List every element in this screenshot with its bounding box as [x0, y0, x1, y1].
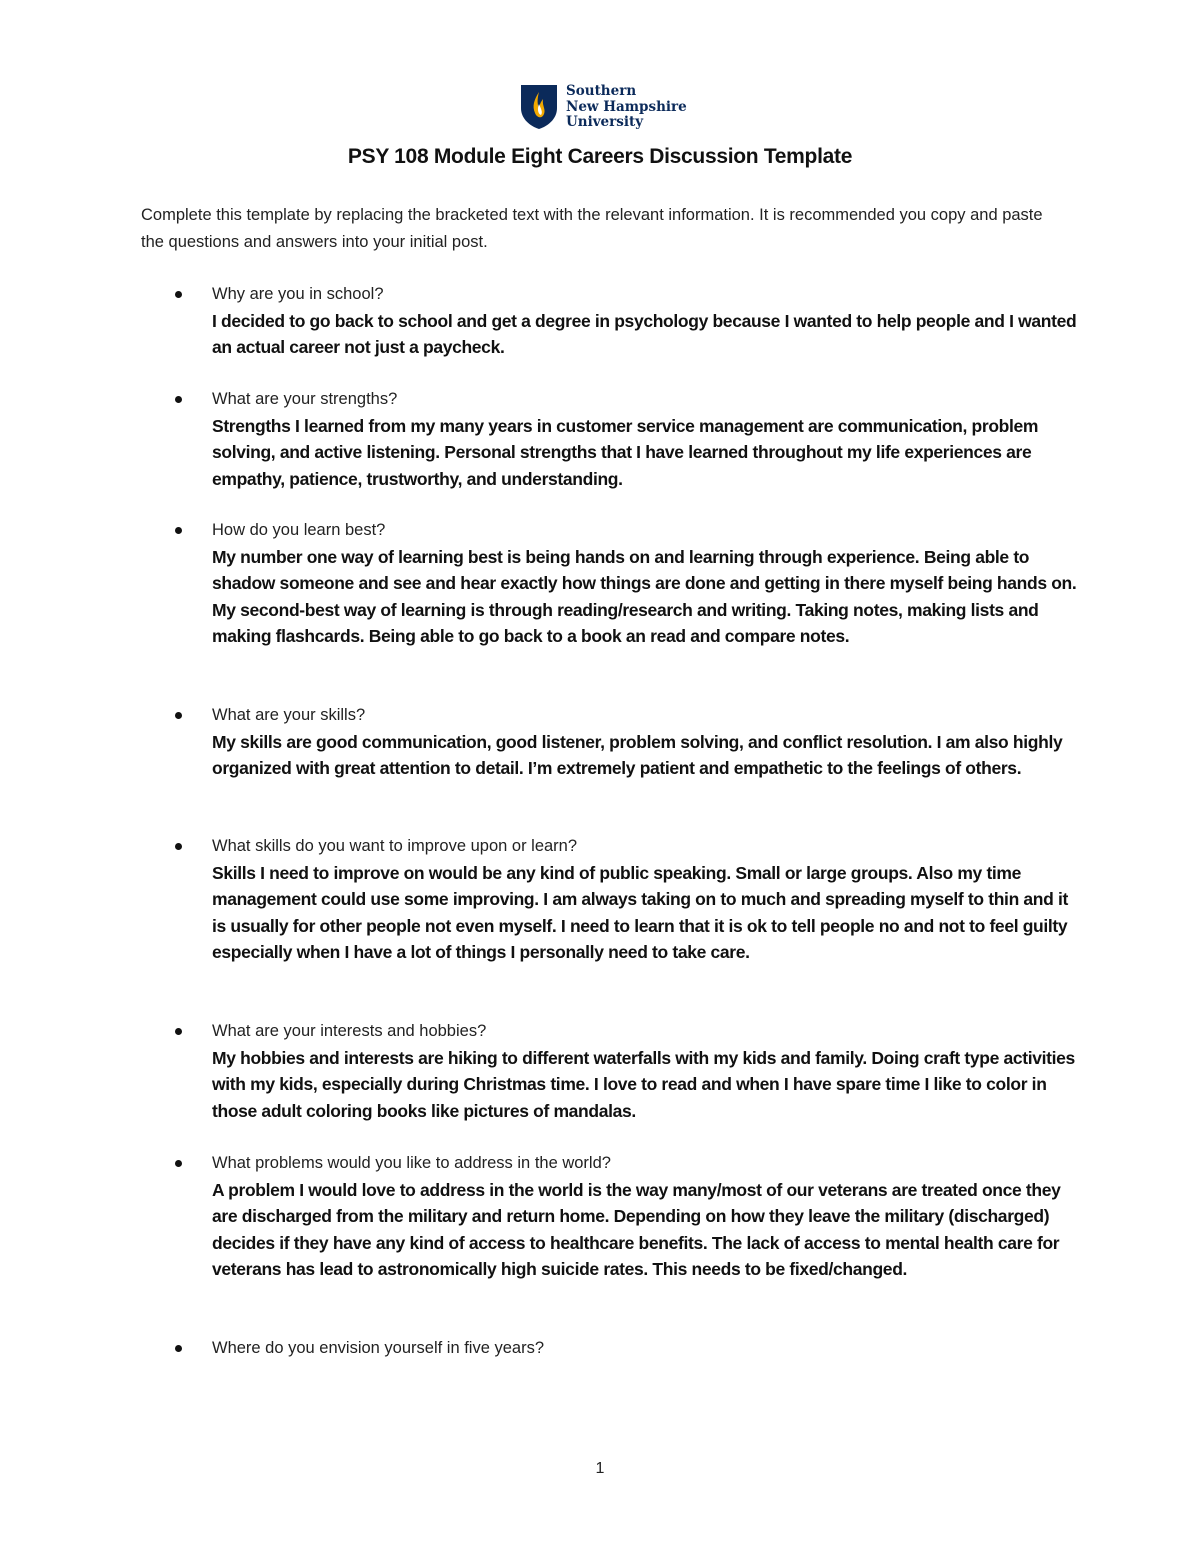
bullet-icon [175, 1345, 182, 1352]
qa-item-five-years [141, 1335, 1081, 1362]
answer-text: A problem I would love to address in the world is the way many/most of our veterans are treated once they are discharged from the military and return home. Depending on how they leave the military (discharged) decides if they have any kind of access to healthcare benefits. The lack of access to mental health care for veterans has lead to astronomically high suicide rates. This needs to be fixed/changed. [212, 1179, 1061, 1279]
bullet-icon [175, 1028, 182, 1035]
question-text: What are your interests and hobbies? [212, 1022, 487, 1040]
logo-line-3: University [566, 114, 644, 130]
bullet-icon [175, 527, 182, 534]
question-text: Why are you in school? [212, 285, 384, 303]
qa-item-problems [141, 1150, 1081, 1283]
university-logo [520, 84, 720, 132]
bullet-icon [175, 396, 182, 403]
page-number: 1 [595, 1460, 605, 1477]
qa-item-strengths [141, 386, 1081, 492]
shield-flame-icon [520, 84, 558, 130]
answer-text: My skills are good communication, good listener, problem solving, and conflict resolution. I am also highly organized with great attention to detail. I’m extremely patient and empathetic to the feelings of others. [212, 731, 1063, 778]
answer-text: My number one way of learning best is being hands on and learning through experience. Being able to shadow someone and see and hear exactly how things are done and getting in there myself being hands on. My second-best way of learning is through reading/research and writing. Taking notes, making lists and making flashcards. Being able to go back to a book an read and compare notes. [212, 546, 1077, 646]
logo-wordmark [566, 84, 687, 131]
qa-item-improve [141, 833, 1081, 966]
answer-text: I decided to go back to school and get a degree in psychology because I wanted to help people and I wanted an actual career not just a paycheck. [212, 310, 1077, 357]
qa-item-hobbies [141, 1018, 1081, 1124]
bullet-icon [175, 712, 182, 719]
qa-item-school [141, 281, 1081, 361]
question-text: What are your strengths? [212, 390, 398, 408]
bullet-icon [175, 843, 182, 850]
question-text: Where do you envision yourself in five years? [212, 1339, 544, 1357]
qa-item-skills [141, 702, 1081, 782]
logo-line-2: New Hampshire [566, 98, 687, 115]
bullet-icon [175, 1160, 182, 1167]
qa-item-learn-best [141, 517, 1081, 650]
question-text: What are your skills? [212, 706, 366, 724]
page-title: PSY 108 Module Eight Careers Discussion Template [347, 145, 853, 168]
logo-line-1: Southern [566, 83, 637, 99]
intro-paragraph: Complete this template by replacing the bracketed text with the relevant information. It is recommended you copy and paste the questions and answers into your initial post. [141, 206, 1043, 251]
question-text: What skills do you want to improve upon or learn? [212, 837, 578, 855]
answer-text: My hobbies and interests are hiking to different waterfalls with my kids and family. Doing craft type activities with my kids, especially during Christmas time. I love to read and when I have spare time I like to color in those adult coloring books like pictures of mandalas. [212, 1047, 1075, 1121]
answer-text: Skills I need to improve on would be any kind of public speaking. Small or large groups. Also my time management could use some improving. I am always taking on to much and spreading myself to thin and it is usually for other people not even myself. I need to learn that it is ok to tell people no and not to feel guilty especially when I have a lot of things I personally need to take care. [212, 862, 1068, 962]
bullet-icon [175, 291, 182, 298]
question-text: How do you learn best? [212, 521, 386, 539]
answer-text: Strengths I learned from my many years in customer service management are communication, problem solving, and active listening. Personal strengths that I have learned throughout my life experiences are empathy, patience, trustworthy, and understanding. [212, 415, 1039, 489]
question-text: What problems would you like to address in the world? [212, 1154, 611, 1172]
